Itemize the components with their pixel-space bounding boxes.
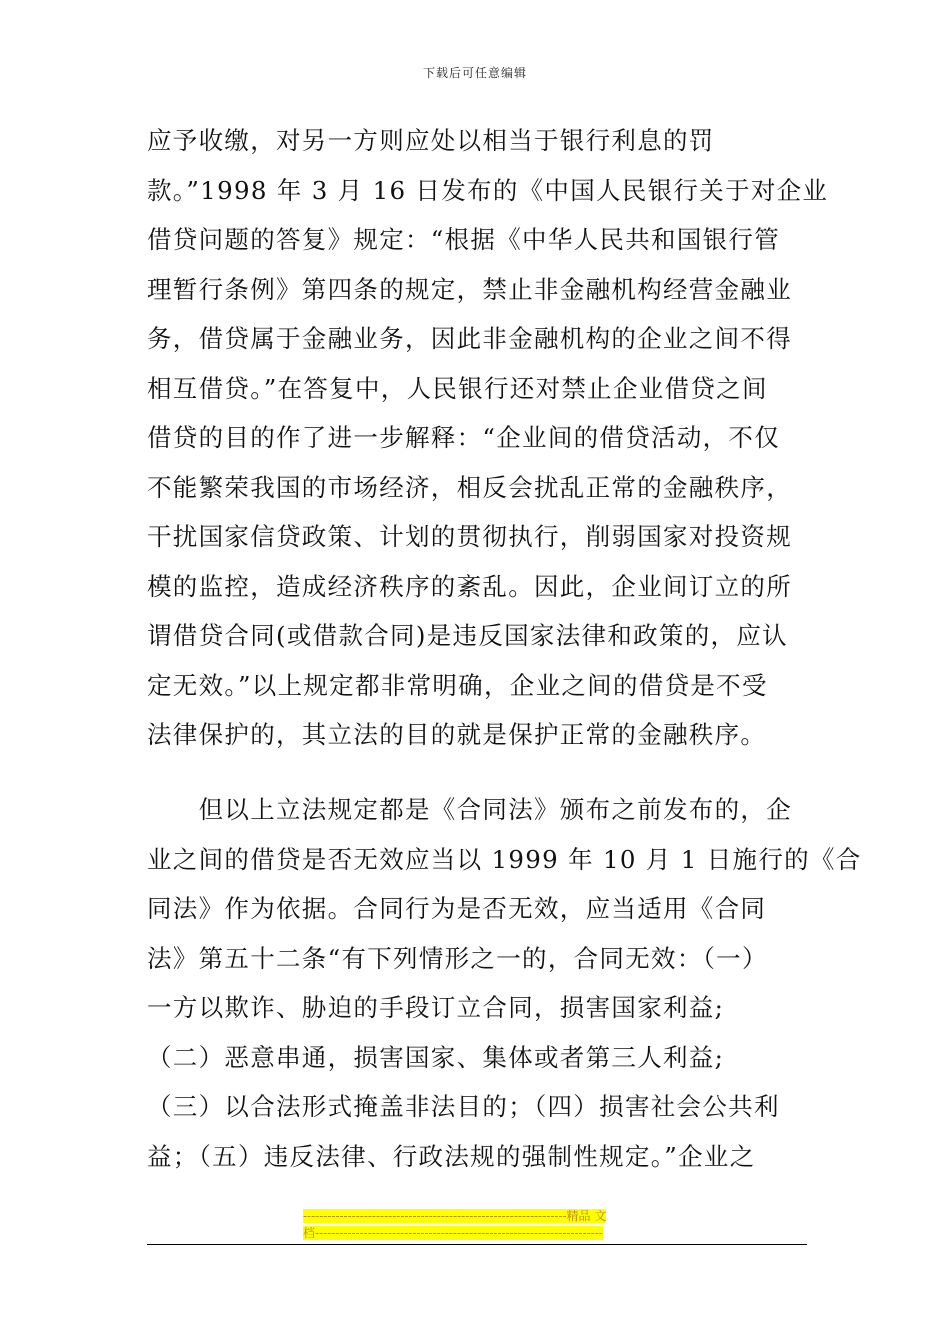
text-line: 务，借贷属于金融业务，因此非金融机构的企业之间不得 — [147, 324, 792, 353]
text-line: （三）以合法形式掩盖非法目的；（四）损害社会公共利 — [147, 1092, 780, 1121]
text-line: （二）恶意串通，损害国家、集体或者第三人利益; — [147, 1042, 725, 1072]
footer-divider — [147, 1244, 807, 1245]
text-line: 借贷的目的作了进一步解释：“企业间的借贷活动，不仅 — [147, 423, 781, 452]
page-header: 下载后可任意编辑 — [422, 66, 527, 80]
paragraph-2 — [147, 785, 862, 1181]
text-line: 不能繁荣我国的市场经济，相反会扰乱正常的金融秩序， — [147, 472, 792, 502]
text-line: 但以上立法规定都是《合同法》颁布之前发布的，企 — [147, 795, 792, 824]
text-line: 定无效。”以上规定都非常明确，企业之间的借贷是不受 — [147, 670, 768, 700]
text-line: 法》第五十二条“有下列情形之一的，合同无效：（一） — [147, 943, 768, 973]
text-line: 业之间的借贷是否无效应当以 1999 年 10 月 1 日施行的《合 — [147, 844, 862, 874]
text-line: 相互借贷。”在答复中，人民银行还对禁止企业借贷之间 — [147, 373, 768, 403]
paragraph-1 — [147, 116, 829, 760]
text-line: 干扰国家信贷政策、计划的贯彻执行，削弱国家对投资规 — [147, 522, 792, 551]
text-line: 款。”1998 年 3 月 16 日发布的《中国人民银行关于对企业 — [147, 175, 829, 205]
text-line: 同法》作为依据。合同行为是否无效，应当适用《合同 — [147, 894, 767, 923]
text-line: 一方以欺诈、胁迫的手段订立合同，损害国家利益; — [147, 993, 725, 1022]
text-line: 应予收缴，对另一方则应处以相当于银行利息的罚 — [147, 126, 715, 155]
text-line: 益；（五）违反法律、行政法规的强制性规定。”企业之 — [147, 1141, 756, 1171]
footer-line-1: -----------------------------------------------------------------精品 文 — [303, 1209, 607, 1223]
text-line: 模的监控，造成经济秩序的紊乱。因此，企业间订立的所 — [147, 571, 792, 601]
text-line: 借贷问题的答复》规定：“根据《中华人民共和国银行管 — [147, 225, 781, 254]
footer-line-2: 档----------------------------------------------------------------------- — [303, 1226, 603, 1240]
text-line: 理暂行条例》第四条的规定，禁止非金融机构经营金融业 — [147, 274, 792, 304]
text-line: 谓借贷合同(或借款合同)是违反国家法律和政策的，应认 — [147, 621, 788, 650]
footer-watermark — [303, 1208, 648, 1242]
text-line: 法律保护的，其立法的目的就是保护正常的金融秩序。 — [147, 720, 767, 749]
